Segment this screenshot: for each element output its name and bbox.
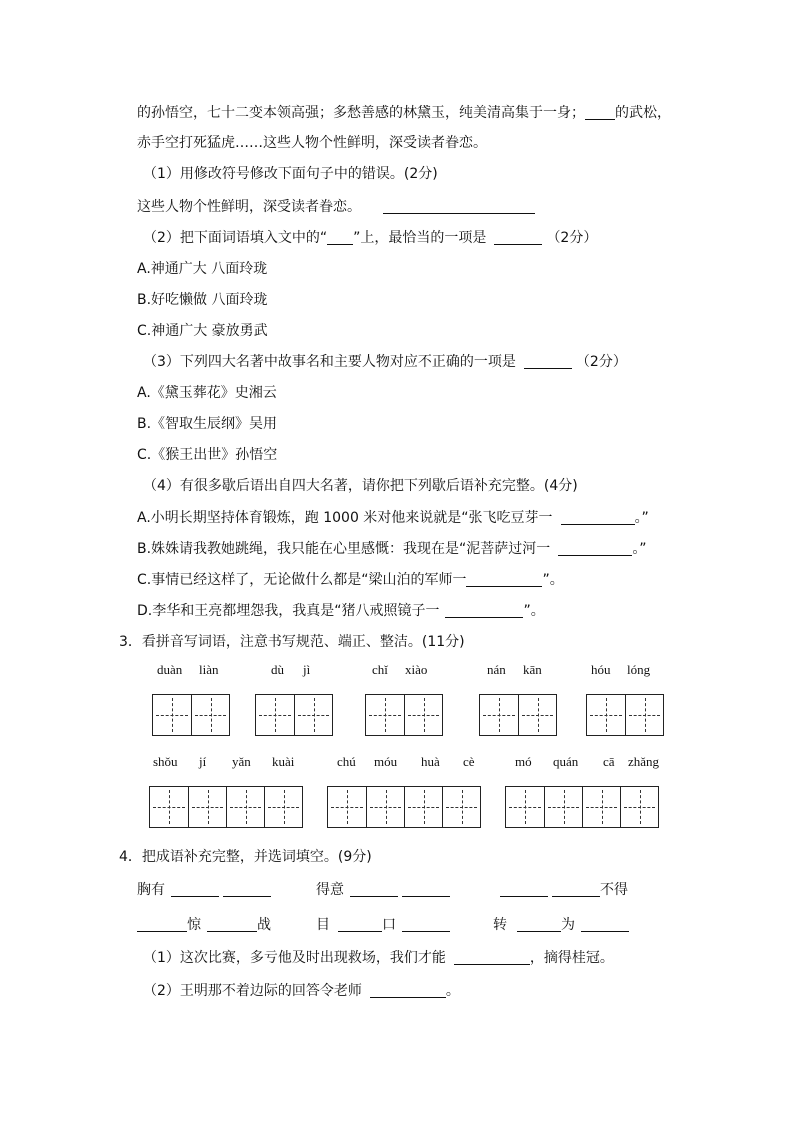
idiom-blank[interactable]	[402, 917, 450, 932]
q2-option-b: B.好吃懒做 八面玲珑	[137, 292, 268, 308]
fill-blank[interactable]	[370, 983, 446, 998]
intro-line-1: 的孙悟空，七十二变本领高强；多愁善感的林黛玉，纯美清高集于一身； 的武松，	[137, 105, 671, 121]
q2-answer-blank[interactable]	[494, 230, 542, 245]
idiom-blank[interactable]	[402, 882, 450, 897]
idiom-4: 惊 战	[137, 916, 271, 934]
pinyin: xiào	[405, 662, 428, 677]
q4-item-a: A.小明长期坚持体育锻炼，跑 1000 米对他来说就是“张飞吃豆芽一 。”	[137, 510, 649, 526]
writing-grid[interactable]	[479, 694, 557, 736]
answer-blank[interactable]	[585, 105, 615, 120]
pinyin: nán	[487, 662, 506, 677]
idiom-2: 得意	[316, 881, 450, 899]
idiom-blank[interactable]	[581, 917, 629, 932]
q4-c-blank[interactable]	[466, 572, 542, 587]
pinyin: dù	[271, 662, 284, 677]
pinyin: chú	[337, 754, 356, 769]
q3-answer-blank[interactable]	[524, 354, 572, 369]
q4-item-d: D.李华和王亮都埋怨我，我真是“猪八戒照镜子一 ”。	[137, 603, 545, 619]
writing-grid[interactable]	[365, 694, 443, 736]
idiom-blank[interactable]	[552, 882, 600, 897]
pinyin: kān	[523, 662, 542, 677]
writing-grid[interactable]	[255, 694, 333, 736]
writing-grid[interactable]	[505, 786, 659, 828]
pinyin: lóng	[627, 662, 651, 677]
idiom-blank[interactable]	[171, 882, 219, 897]
pinyin: móu	[374, 754, 398, 769]
q4-title: （4）有很多歇后语出自四大名著，请你把下列歇后语补充完整。(4分)	[143, 478, 578, 494]
q4-item-c: C.事情已经这样了，无论做什么都是“梁山泊的军师一 ”。	[137, 572, 564, 588]
intro-line-2: 赤手空打死猛虎……这些人物个性鲜明，深受读者眷恋。	[137, 135, 487, 151]
pinyin: mó	[515, 754, 532, 769]
pinyin: jì	[303, 662, 311, 677]
pinyin: kuài	[272, 754, 295, 769]
q2-title: （2）把下面词语填入文中的“ ”上，最恰当的一项是 （2分）	[143, 230, 598, 246]
q1-sentence-line: 这些人物个性鲜明，深受读者眷恋。	[137, 198, 535, 216]
pinyin: huà	[421, 754, 440, 769]
pinyin: quán	[553, 754, 579, 769]
q3-option-c: C.《猴王出世》孙悟空	[137, 447, 278, 463]
section4-title: 4．把成语补充完整，并选词填空。(9分)	[119, 849, 372, 865]
pinyin: yǎn	[232, 754, 251, 769]
q4-a-blank[interactable]	[561, 510, 635, 525]
pinyin: chǐ	[372, 662, 388, 677]
pinyin: zhǎng	[628, 754, 660, 769]
section3-title: 3．看拼音写词语，注意书写规范、端正、整洁。(11分)	[119, 634, 465, 650]
idiom-blank[interactable]	[338, 917, 382, 932]
pinyin: jí	[199, 754, 207, 769]
pinyin: cè	[463, 754, 475, 769]
pinyin: hóu	[591, 662, 611, 677]
q4-b-blank[interactable]	[558, 541, 632, 556]
pinyin: duàn	[157, 662, 183, 677]
q1-title: （1）用修改符号修改下面句子中的错误。(2分)	[143, 166, 438, 182]
pinyin: cā	[603, 754, 615, 769]
idiom-blank[interactable]	[350, 882, 398, 897]
q2-option-a: A.神通广大 八面玲珑	[137, 261, 268, 277]
quote-blank	[327, 230, 353, 245]
writing-grid[interactable]	[327, 786, 481, 828]
pinyin: shǒu	[153, 754, 178, 769]
writing-grid[interactable]	[149, 786, 303, 828]
idiom-5: 目 口	[316, 916, 450, 934]
q3-title: （3）下列四大名著中故事名和主要人物对应不正确的一项是 （2分）	[143, 354, 627, 370]
idiom-blank[interactable]	[207, 917, 257, 932]
idiom-blank[interactable]	[137, 917, 187, 932]
pinyin: liàn	[199, 662, 219, 677]
fill-blank[interactable]	[454, 950, 530, 965]
idiom-blank[interactable]	[500, 882, 548, 897]
idiom-blank[interactable]	[517, 917, 561, 932]
idiom-1: 胸有	[137, 881, 271, 899]
idiom-blank[interactable]	[223, 882, 271, 897]
writing-grid[interactable]	[586, 694, 664, 736]
q1-answer-blank[interactable]	[383, 199, 535, 214]
q4-d-blank[interactable]	[445, 603, 523, 618]
writing-grid[interactable]	[152, 694, 230, 736]
fill-sentence-1: （1）这次比赛，多亏他及时出现救场，我们才能 ，摘得桂冠。	[143, 950, 614, 966]
q3-option-a: A.《黛玉葬花》史湘云	[137, 385, 277, 401]
idiom-3: 不得	[500, 881, 628, 899]
q2-option-c: C.神通广大 豪放勇武	[137, 323, 268, 339]
idiom-6: 转 为	[493, 916, 629, 934]
q4-item-b: B.姝姝请我教她跳绳，我只能在心里感慨：我现在是“泥菩萨过河一 。”	[137, 541, 647, 557]
q3-option-b: B.《智取生辰纲》吴用	[137, 416, 278, 432]
fill-sentence-2: （2）王明那不着边际的回答令老师 。	[143, 983, 460, 999]
